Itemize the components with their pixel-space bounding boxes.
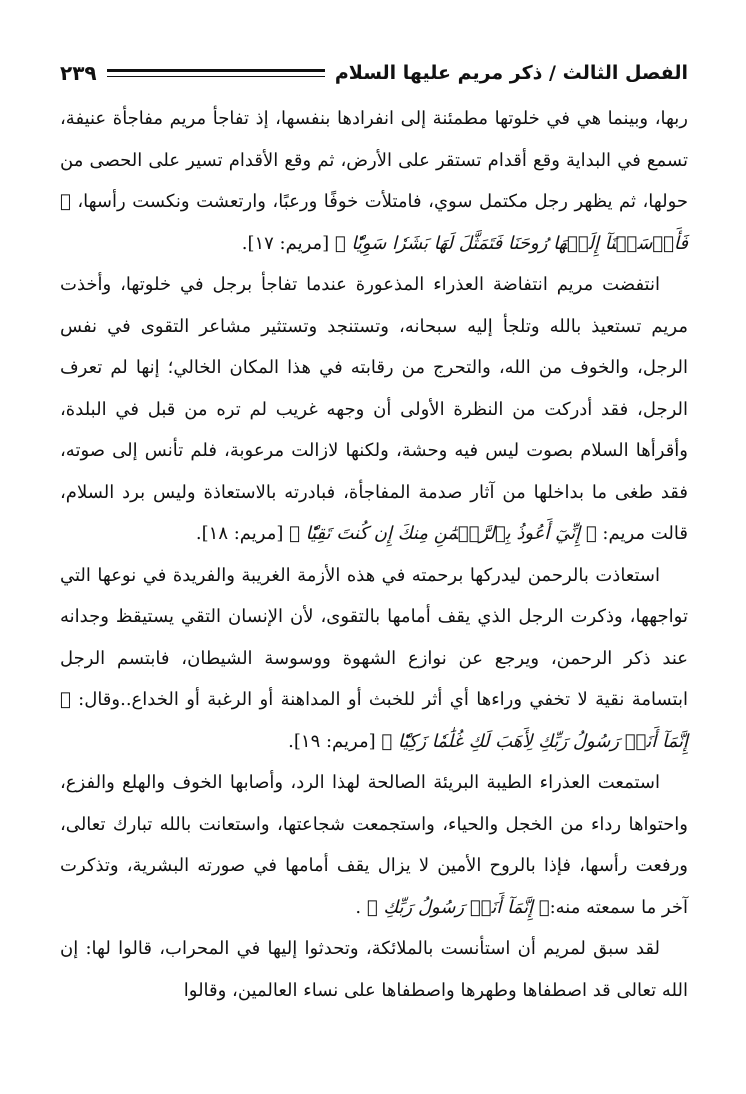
paragraph-text: [مريم: ١٨]. xyxy=(195,523,290,544)
book-page xyxy=(60,56,688,1084)
page-number: ٢٣٩ xyxy=(60,61,97,85)
paragraph xyxy=(60,928,688,1011)
body-text xyxy=(60,98,688,1011)
running-header xyxy=(60,56,688,90)
paragraph-text: استمعت العذراء الطيبة البريئة الصالحة لهذا الرد، وأصابها الخوف والهلع والفزع، واحتواها رداء من الخجل والحياء، واستجمعت شجاعتها، واستعانت بالله تبارك تعالى، ورفعت رأسها، فإذا بالروح الأمين لا يزال يقف أمامها في صورته البشرية، وتذكرت آخر ما سمعته منه: xyxy=(60,772,688,918)
paragraph-text: انتفضت مريم انتفاضة العذراء المذعورة عندما تفاجأ برجل في خلوتها، وأخذت مريم تستعيذ بالله وتلجأ إليه سبحانه، وتستنجد وتستثير مشاعر التقوى في نفس الرجل، والخوف من الله، والتحرج من رقابته في هذا المكان الخالي؛ إنها لم تعرف الرجل، فقد أدركت من النظرة الأولى أن وجهه غريب لم تره من قبل في البلدة، وأقرأها السلام بصوت ليس فيه وحشة، ولكنها لازالت مرعوبة، فلم تأنس إلى صوته، فقد طغى ما بداخلها من آثار صدمة المفاجأة، فبادرته بالاستعاذة وليس برد السلام، قالت مريم: xyxy=(60,274,688,544)
paragraph-text: [مريم: ١٩]. xyxy=(288,730,382,752)
paragraph-text: استعاذت بالرحمن ليدركها برحمته في هذه الأزمة الغريبة والفريدة في نوعها التي تواجهها، وذكرت الرجل الذي يقف أمامها بالتقوى، لأن الإنسان التقي يستيقظ وجدانه عند ذكر الرحمن، ويرجع عن نوازع الشهوة ووسوسة الشيطان، فابتسم الرجل ابتسامة نقية لا تخفي وراءها أي أثر للخبث أو المداهنة أو الرغبة أو الخداع..وقال: xyxy=(60,564,688,710)
paragraph xyxy=(60,264,688,555)
paragraph xyxy=(60,762,688,928)
paragraph-text: ربها، وبينما هي في خلوتها مطمئنة إلى انفرادها بنفسها، إذ تفاجأ مريم مفاجأة عنيفة، تسمع في البداية وقع أقدام تستقر على الأرض، ثم وقع الأقدام تسير على الحصى من حولها، ثم يظهر رجل مكتمل سوي، فامتلأت خوفًا ورعبًا، وارتعشت ونكست رأسها، xyxy=(60,108,688,212)
paragraph xyxy=(60,555,688,763)
paragraph xyxy=(60,98,688,264)
paragraph-text: [مريم: ١٧]. xyxy=(241,232,335,254)
quran-verse: ﴿ إِنِّيٓ أَعُوذُ بِٱلرَّحۡمَٰنِ مِنكَ إِن كُنتَ تَقِيّٗا ﴾ xyxy=(289,523,597,544)
quran-verse: ﴿ فَأَرۡسَلۡنَآ إِلَيۡهَا رُوحَنَا فَتَمَثَّلَ لَهَا بَشَرٗا سَوِيّٗا ﴾ xyxy=(60,191,688,254)
chapter-title: الفصل الثالث / ذكر مريم عليها السلام xyxy=(334,62,688,84)
header-rule xyxy=(107,69,325,77)
paragraph-text: لقد سبق لمريم أن استأنست بالملائكة، وتحدثوا إليها في المحراب، قالوا لها: إن الله تعالى قد اصطفاها وطهرها واصطفاها على نساء العالمين، وقالوا xyxy=(60,938,688,1001)
quran-verse: ﴿ إِنَّمَآ أَنَا۠ رَسُولُ رَبِّكِ ﴾ xyxy=(366,896,550,918)
quran-verse: ﴿ إِنَّمَآ أَنَا۠ رَسُولُ رَبِّكِ لِأَهَبَ لَكِ غُلَٰمٗا زَكِيّٗا ﴾ xyxy=(60,689,688,752)
paragraph-text: . xyxy=(355,896,367,918)
